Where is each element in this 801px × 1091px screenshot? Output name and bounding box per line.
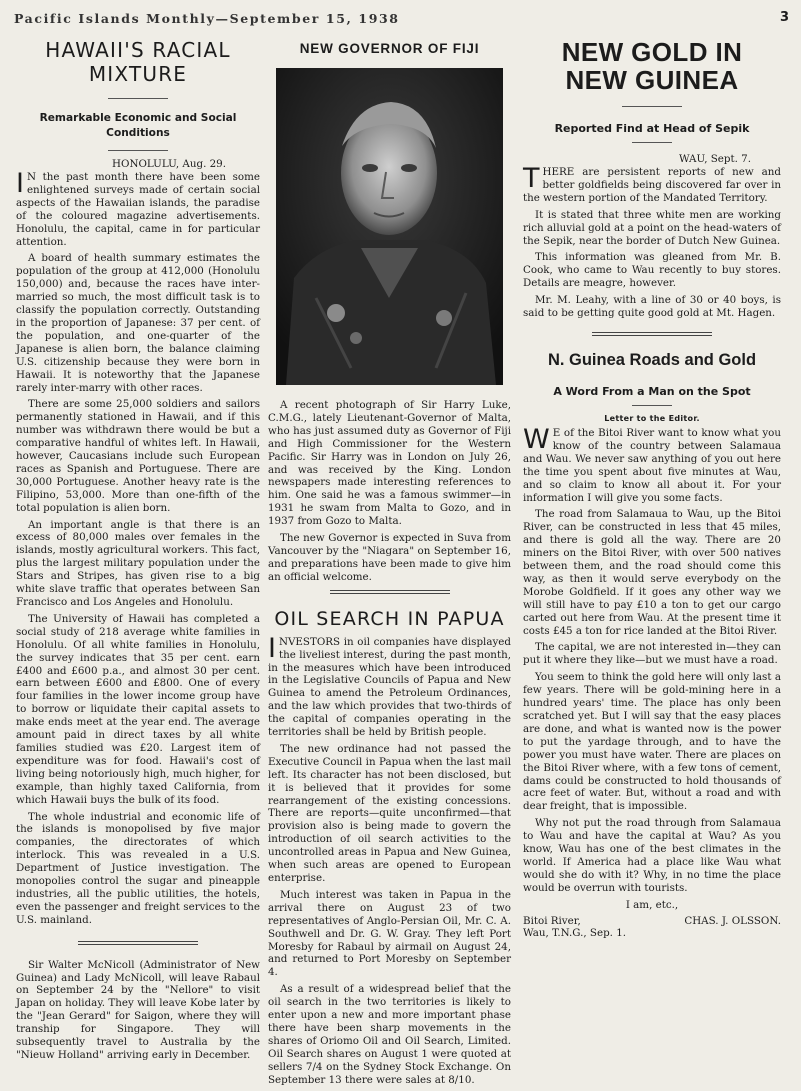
fiji-caption-2: The new Governor is expected in Suva from Vancouver by the "Niagara" on September 16, and preparations have been made to give him an official welcome. <box>268 532 511 583</box>
fiji-headline: NEW GOVERNOR OF FIJI <box>299 41 480 56</box>
drop-cap: I <box>268 632 276 664</box>
hawaii-paragraph-3: There are some 25,000 soldiers and sailors permanently stationed in Hawaii, and if this number was withdrawn there would be but a comparative handful of whites left. In Hawaii, however, Caucasians include such European races as Spanish and Portuguese. There are 30,000 Portuguese. Another heavy rate is the Filipino, 53,000. More than one-fifth of the total population is alien born. <box>16 398 260 514</box>
gold-subheadline: Reported Find at Head of Sepik <box>554 122 750 135</box>
roads-paragraph-4: You seem to think the gold here will only last a few years. There will be gold-mining here in a hundred years' time. The place has only been scratched yet. But I will say that the easy places are done, and what is wanted now is the power to put the yardage through, and to have the power you must have water. There are places on the Bitoi River where, with a few tons of cement, dams could be constructed to hold thousands of acre feet of water. But, without a road and with dear freight, that is impossible. <box>523 671 781 813</box>
oil-paragraph-2: The new ordinance had not passed the Executive Council in Papua when the last mail left. Its character has not been disclosed, but it is believed that it provides for some rearrangement of the existing concessions. There are reports—quite unconfirmed—that provision also is being made to govern the introduction of oil search activities to the uncontrolled areas in Papua and New Guinea, when such areas are opened to European enterprise. <box>268 742 511 884</box>
letter-closing: I am, etc., <box>625 898 679 911</box>
roads-subheadline: A Word From a Man on the Spot <box>553 384 751 398</box>
mcnicoll-paragraph: Sir Walter McNicoll (Administrator of New Guinea) and Lady McNicoll, will leave Rabaul on September 24 by the "Nellore" to visit Japan on holiday. They will leave Kobe later by the "Jean Gerard" for Saigon, where they will tranship for Singapore. They will subsequently travel to Australia by the "Nieuw Holland" arriving early in December. <box>16 958 260 1061</box>
letter-place-date: Wau, T.N.G., Sep. 1. <box>523 927 627 940</box>
roads-paragraph-5: Why not put the road through from Salamaua to Wau and have the capital at Wau? As you know, Wau has one of the best climates in the world. If America had a place like Wau what would she do with it? Why, in no time the place would be overrun with tourists. <box>523 817 781 894</box>
drop-cap: I <box>16 168 24 199</box>
fiji-caption-1: A recent photograph of Sir Harry Luke, C.M.G., lately Lieutenant-Governor of Malta, who has just assumed duty as Governor of Fiji and High Commissioner for the Western Pacific. Sir Harry was in London on July 26, and was received by the King. London newspapers made interesting references to him. One said he was a famous swimmer—in 1931 he swam from Malta to Gozo, and in 1937 from Gozo to Malta. <box>268 399 511 528</box>
hawaii-subheadline: Remarkable Economic and Social Conditions <box>39 112 237 139</box>
column-left <box>16 34 260 1066</box>
gold-headline: NEW GOLD IN NEW GUINEA <box>561 37 743 95</box>
headline-rule <box>108 98 168 99</box>
gold-dateline: WAU, Sept. 7. <box>678 153 751 165</box>
drop-cap: W <box>523 423 550 455</box>
headline-rule <box>622 106 682 107</box>
hawaii-paragraph-2: A board of health summary estimates the population of the group at 412,000 (Honolulu 150,000) and, because the races have inter-married so much, the most difficult task is to classify the population correctly. Outstanding in the proportion of Japanese: 37 per cent. of the population, and one-quarter of the Japanese is alien born, the balance claiming U.S. citizenship because they were born in Hawaii. It is noteworthy that the Japanese rarely inter-marry with other races. <box>16 252 260 394</box>
column-middle <box>268 34 511 1091</box>
roads-paragraph-1: W E of the Bitoi River want to know what you know of the country between Salamaua and Wau. We never saw anything of you out here the time you spent about five minutes at Wau, and so claim to know all about it. For your information I will give you some facts. <box>523 423 781 504</box>
hawaii-dateline: HONOLULU, Aug. 29. <box>112 158 226 170</box>
gold-paragraph-3: This information was gleaned from Mr. B. Cook, who came to Wau recently to buy stores. Details are meagre, however. <box>523 251 781 290</box>
letter-signature: CHAS. J. OLSSON. <box>684 914 781 927</box>
page-number: 3 <box>780 10 790 25</box>
oil-paragraph-4: As a result of a widespread belief that the oil search in the two territories is likely to enter upon a new and more important phase there have been sharp movements in the shares of Oriomo Oil and Oil Search, Limited. Oil Search shares on August 1 were quoted at sellers 7/4 on the Sydney Stock Exchange. On September 13 there were sales at 8/10. <box>268 983 511 1086</box>
letter-label: Letter to the Editor. <box>604 413 700 423</box>
roads-headline: N. Guinea Roads and Gold <box>547 350 757 369</box>
gold-paragraph-1: THERE are persistent reports of new and better goldfields being discovered far over in the western portion of the Mandated Territory. <box>523 163 781 204</box>
subheadline-rule <box>108 150 168 151</box>
gold-paragraph-2: It is stated that three white men are working rich alluvial gold at a point on the head-waters of the Sepik, near the border of Dutch New Guinea. <box>523 208 781 247</box>
governor-portrait-photo <box>276 68 503 385</box>
oil-paragraph-1: INVESTORS in oil companies have displayed the liveliest interest, during the past month, in the measures which have been introduced in the Legislative Councils of Papua and New Guinea to amend the Petroleum Ordinances, and the law which provides that two-thirds of the capital of companies operating in the territories shall be held by British people. <box>268 632 511 739</box>
oil-headline: OIL SEARCH IN PAPUA <box>274 607 505 630</box>
column-right <box>523 34 781 940</box>
roads-paragraph-2: The road from Salamaua to Wau, up the Bitoi River, can be constructed in less that 45 miles, and there is gold all the way. There are 20 miners on the Bitoi River, with over 500 natives between them, and the road should come this way, as then it would serve everybody on the Morobe Goldfield. If it goes any other way we will still have to pay £10 a ton to get our cargo carted out here from Wau. At the present time it costs £45 a ton for rice landed at the Bitoi River. <box>523 508 781 637</box>
masthead: Pacific Islands Monthly—September 15, 1938 <box>14 11 400 26</box>
section-divider <box>78 941 198 945</box>
hawaii-headline: HAWAII'S RACIAL MIXTURE <box>45 38 231 86</box>
oil-paragraph-3: Much interest was taken in Papua in the arrival there on August 23 of two representatives of Anglo-Persian Oil, Mr. C. A. Southwell and Dr. G. W. Gray. They left Port Moresby for Rabaul by airmail on August 24, and returned to Port Moresby on September 4. <box>268 888 511 979</box>
letter-place: Bitoi River, <box>523 914 581 927</box>
hawaii-paragraph-4: An important angle is that there is an excess of 80,000 males over females in the islands, mostly agricultural workers. This fact, plus the largest military population under the Stars and Stripes, has given rise to a big white slave traffic that operates between San Francisco and Los Angeles and Honolulu. <box>16 518 260 608</box>
hawaii-paragraph-1: I N the past month there have been some enlightened surveys made of certain social aspects of the Hawaiian islands, the paradise of the coloured magazine advertisements. Honolulu, the capital, came in for particular attention. <box>16 168 260 248</box>
section-divider <box>330 590 450 594</box>
drop-cap: T <box>523 163 540 194</box>
section-divider <box>592 332 712 336</box>
roads-paragraph-3: The capital, we are not interested in—they can put it where they like—but we must have a road. <box>523 641 781 667</box>
signature-row <box>523 915 781 928</box>
subheadline-rule <box>632 142 672 143</box>
hawaii-paragraph-5: The University of Hawaii has completed a social study of 218 average white families in Honolulu. Of all white families in Honolulu, the survey indicates that 35 per cent. earn £400 and £600 p.a., and almost 30 per cent. earn between £600 and £800. One of every four families in the lower income group have to borrow or liquidate their capital assets to make ends meet at the year end. The average amount paid in direct taxes by all white families studied was £20. Largest item of expenditure was for food. Hawaii's cost of living being notoriously high, much higher, for example, than highly taxed California, from which Hawaii buys the bulk of its food. <box>16 612 260 806</box>
hawaii-paragraph-6: The whole industrial and economic life of the islands is monopolised by five major companies, the directorates of which interlock. This was revealed in a U.S. Department of Justice investigation. The monopolies control the sugar and pineapple industries, all the public utilities, the hotels, even the passenger and freight services to the U.S. mainland. <box>16 810 260 926</box>
gold-paragraph-4: Mr. M. Leahy, with a line of 30 or 40 boys, is said to be getting quite good gold at Mt. Hagen. <box>523 294 781 320</box>
subheadline-rule <box>632 405 672 406</box>
